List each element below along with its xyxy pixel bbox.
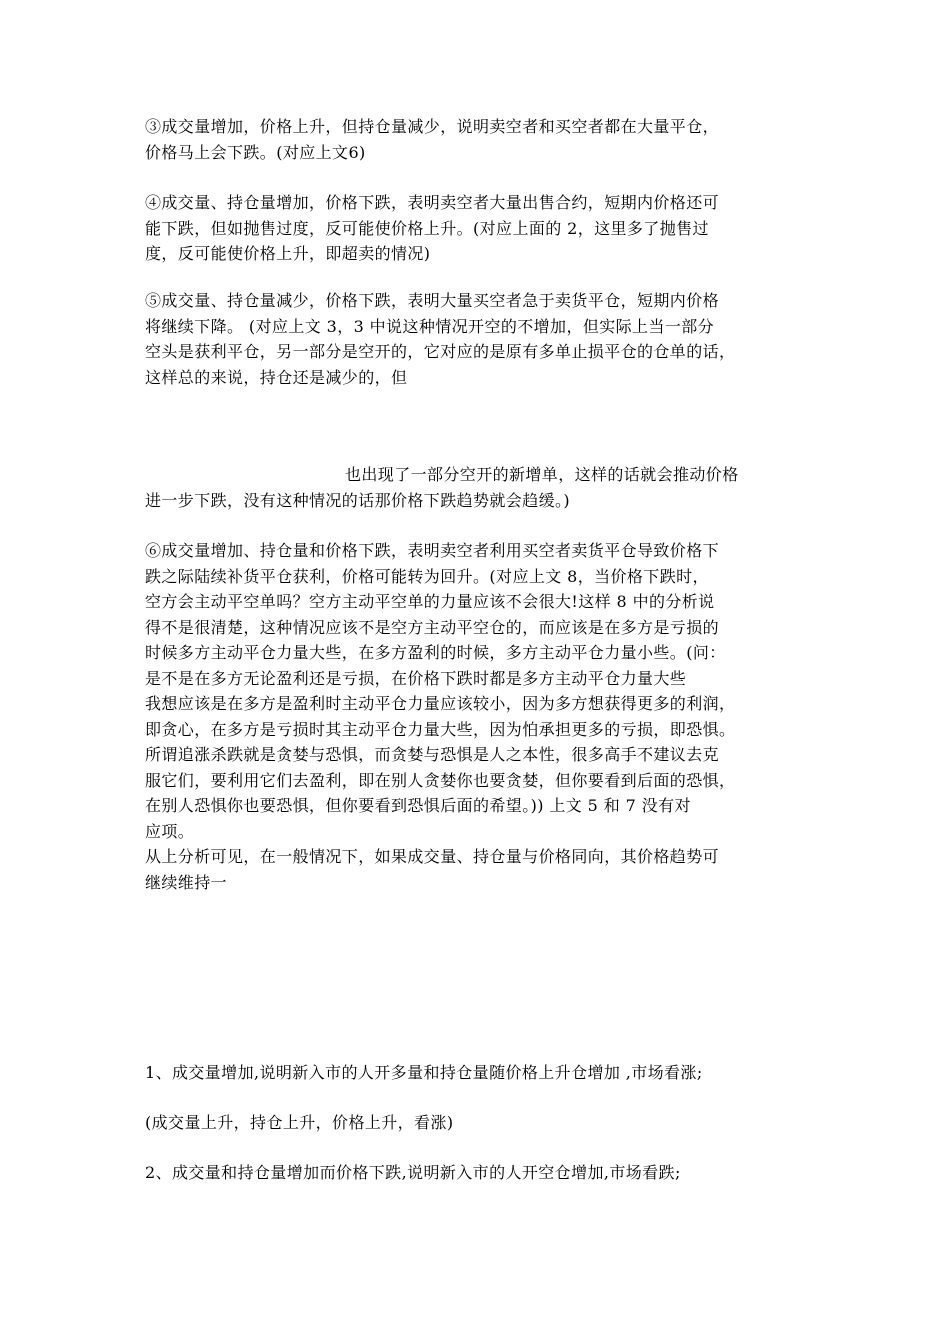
text-line: 空方会主动平空单吗？空方主动平空单的力量应该不会很大!这样 8 中的分析说: [145, 592, 715, 611]
text-line: 从上分析可见，在一般情况下，如果成交量、持仓量与价格同向，其价格趋势可: [145, 847, 720, 866]
text-line: 在别人恐惧你也要恐惧，但你要看到恐惧后面的希望。)) 上文 5 和 7 没有对: [145, 796, 691, 815]
text-line: ⑥成交量增加、持仓量和价格下跌，表明卖空者利用买空者卖货平仓导致价格下: [145, 541, 720, 560]
text-line: 我想应该是在多方是盈利时主动平仓力量应该较小，因为多方想获得更多的利润，: [145, 694, 736, 713]
rule-1: [145, 1060, 817, 1086]
paragraph-3: [145, 114, 817, 165]
text-line: 将继续下降。 (对应上文 3，3 中说这种情况开空的不增加，但实际上当一部分: [145, 316, 715, 336]
text-line: 也出现了一部分空开的新增单，这样的话就会推动价格: [345, 465, 739, 484]
text-line: 1、成交量增加,说明新入市的人开多量和持仓量随价格上升仓增加 ,市场看涨;: [145, 1063, 703, 1082]
text-line: ④成交量、持仓量增加，价格下跌，表明卖空者大量出售合约，短期内价格还可: [145, 193, 720, 212]
text-line: ⑤成交量、持仓量减少，价格下跌，表明大量买空者急于卖货平仓，短期内价格: [145, 291, 720, 310]
text-line: 应项。: [145, 821, 195, 841]
text-line: 时候多方主动平仓力量大些，在多方盈利的时候，多方主动平仓力量小些。(问：: [145, 643, 726, 662]
text-line: 得不是很清楚，这种情况应该不是空方主动平空仓的，而应该是在多方是亏损的: [145, 617, 720, 637]
paragraph-4: [145, 190, 817, 267]
text-line: 进一步下跌，没有这种情况的话那价格下跌趋势就会趋缓。): [145, 490, 571, 510]
paragraph-6: [145, 538, 817, 895]
text-line: 是不是在多方无论盈利还是亏损，在价格下跌时都是多方主动平仓力量大些: [145, 668, 687, 688]
text-line: 空头是获利平仓，另一部分是空开的，它对应的是原有多单止损平仓的仓单的话，: [145, 342, 736, 361]
text-line: 服它们，要利用它们去盈利，即在别人贪婪你也要贪婪，但你要看到后面的恐惧，: [145, 770, 736, 790]
text-line: 这样总的来说，持仓还是减少的，但: [145, 367, 408, 387]
text-line: ③成交量增加，价格上升，但持仓量减少，说明卖空者和买空者都在大量平仓，: [145, 117, 720, 136]
text-line: 2、成交量和持仓量增加而价格下跌,说明新入市的人开空仓增加,市场看跌;: [145, 1163, 681, 1182]
text-line: 继续维持一: [145, 872, 228, 892]
paragraph-5: [145, 288, 817, 390]
text-line: 跌之际陆续补货平仓获利，价格可能转为回升。(对应上文 8，当价格下跌时，: [145, 566, 709, 586]
paragraph-5-continued: [145, 462, 817, 513]
text-line: 即贪心，在多方是亏损时其主动平仓力量大些，因为怕承担更多的亏损，即恐惧。: [145, 719, 736, 739]
text-line: 价格马上会下跌。(对应上文6): [145, 142, 366, 162]
rule-2: [145, 1160, 817, 1186]
rule-1-summary: [145, 1110, 817, 1136]
text-line: 能下跌，但如抛售过度，反可能使价格上升。(对应上面的 2，这里多了抛售过: [145, 218, 709, 238]
text-line: (成交量上升，持仓上升，价格上升，看涨): [145, 1113, 454, 1132]
text-line: 度，反可能使价格上升，即超卖的情况): [145, 244, 431, 263]
text-line: 所谓追涨杀跌就是贪婪与恐惧，而贪婪与恐惧是人之本性，很多高手不建议去克: [145, 745, 720, 764]
